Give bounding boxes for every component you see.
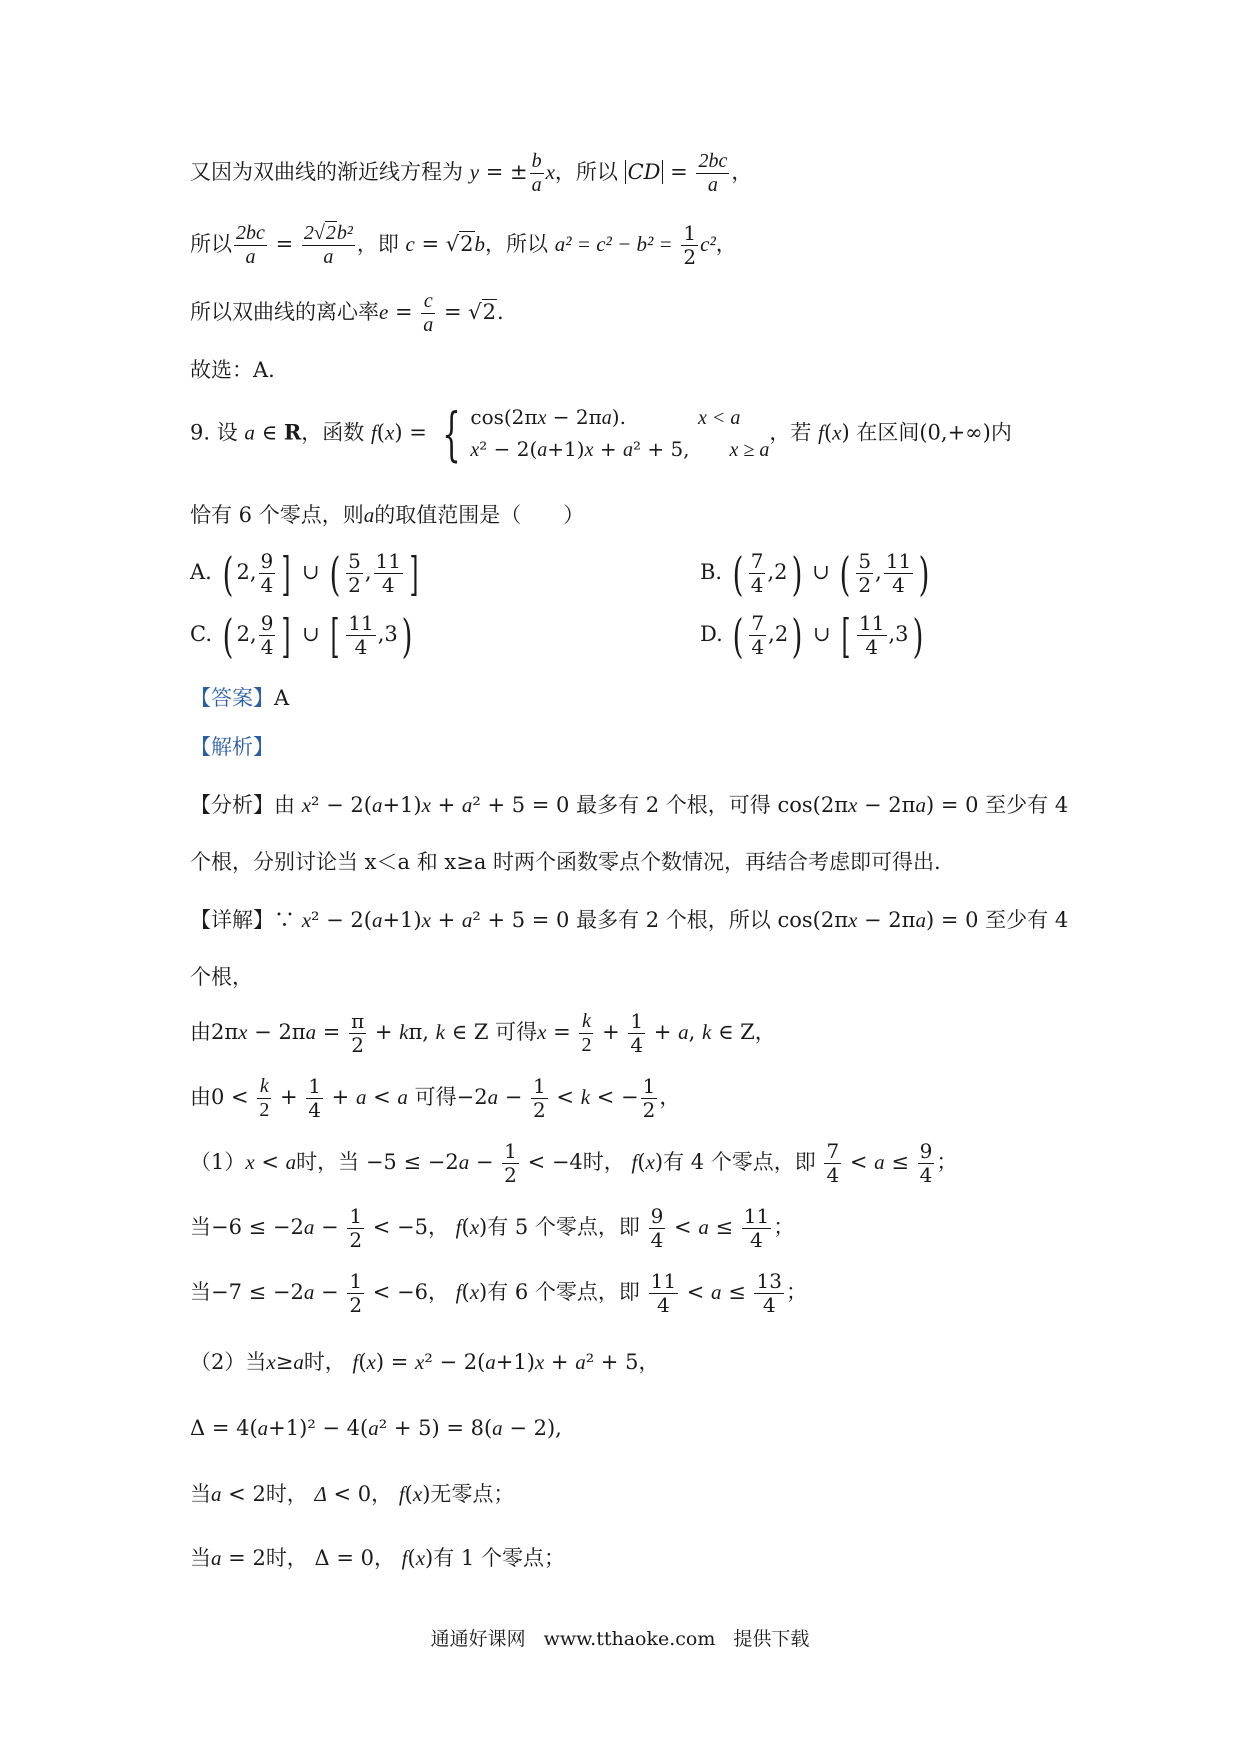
- option-c: C. ( 2, $\frac{9}{4}$ ] ∪ [ $\frac{11}{4}$ ,3): [190, 608, 413, 663]
- case-2-a: 当a < 2时， Δ < 0， f(x)无零点；: [190, 1482, 515, 1506]
- case-1: （1）x < a时，当 −5 ≤ −2a − $\frac{1}{2}$ < −4时， f(x)有 4 个零点，即 $\frac{7}{4}$ < a ≤ $\frac{9}{4}$ ；: [190, 1139, 958, 1187]
- text-line: 又因为双曲线的渐近线方程为 y = ± $\frac{b}{a}$ x，所以 CD = $\frac{2bc}{a}$ ，: [190, 150, 753, 196]
- xiangjie-line2: 个根，: [190, 965, 253, 989]
- case-2-b: 当a = 2时， Δ = 0， f(x)有 1 个零点；: [190, 1546, 565, 1570]
- footer-site-name: 通通好课网: [430, 1628, 526, 1650]
- text-line: 所以双曲线的离心率e = $\frac{c}{a}$ = √2.: [190, 290, 504, 336]
- step-1: 由2πx − 2πa = $\frac{\pi}{2}$ + kπ, k ∈ Z 可得x = $\frac{k}{2}$ + $\frac{1}{4}$ + a, k ∈ Z，: [190, 1009, 776, 1057]
- question-9-line2: 恰有 6 个零点，则a的取值范围是（ ）: [190, 503, 585, 527]
- analysis-tag: 【解析】: [190, 735, 274, 759]
- option-b: B. ( $\frac{7}{4}$ ,2) ∪ ( $\frac{5}{2}$ , $\frac{11}{4}$ ): [700, 546, 930, 601]
- answer-line: 【答案】A: [190, 686, 290, 710]
- text-line: 所以 $\frac{2bc}{a}$ = $\frac{\text{2√2b²}}{a}$ ，即 c = √2b，所以 a² = c² − b² = $\frac{1}{2}$ c²，: [190, 221, 737, 269]
- page-footer: [0, 1624, 1240, 1651]
- step-2: 由0 < $\frac{k}{2}$ + $\frac{1}{4}$ + a < a 可得−2a − $\frac{1}{2}$ < k < − $\frac{1}{2}$ ，: [190, 1074, 681, 1122]
- case-2: （2）当x≥a时， f(x) = x² − 2(a+1)x + a² + 5，: [190, 1350, 660, 1374]
- fenxi-line: 【分析】由 x² − 2(a+1)x + a² + 5 = 0 最多有 2 个根，可得 cos(2πx − 2πa) = 0 至少有 4: [190, 793, 1069, 817]
- delta-line: Δ = 4(a+1)² − 4(a² + 5) = 8(a − 2),: [190, 1416, 562, 1440]
- fenxi-line2: 个根，分别讨论当 x＜a 和 x≥a 时两个函数零点个数情况，再结合考虑即可得出.: [190, 850, 941, 874]
- text-line: 故选：A.: [190, 358, 275, 382]
- footer-url[interactable]: www.tthaoke.com: [543, 1628, 716, 1650]
- footer-download: 提供下载: [733, 1628, 810, 1650]
- case-1-b: 当−6 ≤ −2a − $\frac{1}{2}$ < −5， f(x)有 5 个零点，即 $\frac{9}{4}$ < a ≤ $\frac{11}{4}$ ；: [190, 1204, 795, 1252]
- xiangjie-line: 【详解】∵ x² − 2(a+1)x + a² + 5 = 0 最多有 2 个根，所以 cos(2πx − 2πa) = 0 至少有 4: [190, 908, 1069, 932]
- option-d: D. ( $\frac{7}{4}$ ,2) ∪ [ $\frac{11}{4}$ ,3): [700, 608, 923, 663]
- question-9: 9. 设 a ∈ R，函数 f(x) = { cos(2πx − 2πa). x < a x² − 2(a+1)x + a² + 5, x ≥ a ，若 f(x) 在区间(0,+∞)内: [190, 400, 1012, 468]
- case-1-c: 当−7 ≤ −2a − $\frac{1}{2}$ < −6， f(x)有 6 个零点，即 $\frac{11}{4}$ < a ≤ $\frac{13}{4}$ ；: [190, 1269, 807, 1317]
- option-a: A. ( 2, $\frac{9}{4}$ ] ∪ ( $\frac{5}{2}$ , $\frac{11}{4}$ ]: [190, 546, 419, 601]
- answer-tag: 【答案】: [190, 686, 274, 710]
